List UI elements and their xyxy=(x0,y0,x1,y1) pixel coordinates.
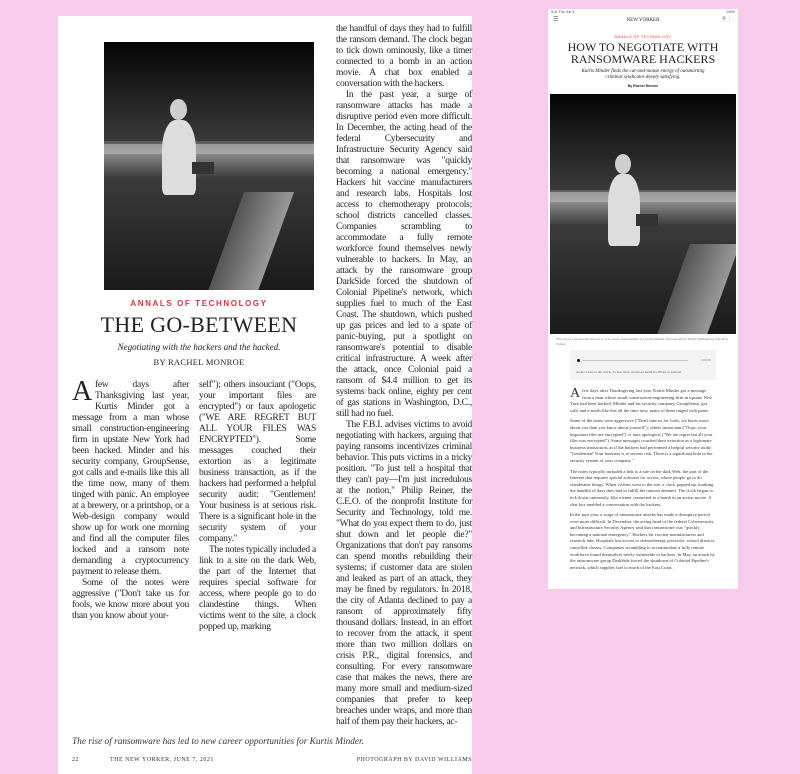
top-nav xyxy=(548,15,738,27)
paragraph: The notes typically included a link to a site on the dark Web, the part of the Internet that requires special software for access, where people go to do clandestine things. When victims went to the site, a clock popped up, marking the handful of days they had to fulfill the ransom demand. The clock began to tick down ominously, like a timer connected to a bomb in an action movie. A chat box enabled a conversation with the hackers. xyxy=(570,468,714,507)
status-time: 9:41 Thu Jun 3 xyxy=(551,10,575,14)
paragraph: few days after Thanksgiving last year, Kurtis Minder got a message from a man whose small construction-engineering firm in upstate New York had been hacked. Minder and his security company, GroupSense, got calls and e-mails like this all the time now, many of them tinged with panic. xyxy=(570,388,713,413)
audio-player[interactable] xyxy=(570,350,716,380)
drop-cap: A xyxy=(570,386,581,401)
column-2 xyxy=(199,380,316,633)
search-icon[interactable]: ⚲ xyxy=(722,17,726,22)
column-1 xyxy=(72,376,189,633)
play-button[interactable] xyxy=(577,359,580,362)
body-columns xyxy=(72,376,326,633)
paragraph: Some of the notes were aggressive ("Don't take us for fools, we know more about you than you know about yourself"); others insouciant ("Oops, your important files are encrypted") or faux apologetic ("We are regret but all your files was encrypted"). Some messages couched their extortion as a legitimate business transaction, as if the hackers had performed a helpful security audit: "Gentlemen! Your business is at serious risk. There is a significant hole in the security system of your company." xyxy=(570,418,713,463)
menu-icon[interactable]: ☰ xyxy=(553,17,559,23)
paragraph: the handful of days they had to fulfill the ransom demand. The clock began to tick down ominously, like a timer connected to a bomb in an action movie. A chat box enabled a conversation with the hackers. xyxy=(336,24,472,89)
paragraph: In the past year, a surge of ransomware attacks has made a disruptive period even more difficult. In December, the acting head of the federal Cybersecurity and Infrastructure Security Agency said that ransomware was "quickly becoming a national emergency." Hackers hit vaccine manufacturers and research labs. Hospitals lost access to chemotherapy protocols; school districts cancelled classes. Companies scrambling to accommodate a fully remote workforce found themselves newly vulnerable to hackers. In May, an attack by the ransomware group DarkSide forced the shutdown of Colonial Pipeline's network, which supplies fuel to much of the East Coast. xyxy=(570,512,715,570)
photo-caption: The rise of ransomware has led to new career opportunities for Kurtis Minder. xyxy=(72,737,364,747)
audio-progress[interactable] xyxy=(582,360,688,361)
article-dek: Kurtis Minder finds the cat-and-mouse energy of outsmarting criminal syndicates deeply satisfying. xyxy=(581,69,705,80)
audio-note: Audio: Listen to this article. To hear more, download Audm for iPhone or Android. xyxy=(576,370,682,374)
article-dek: Negotiating with the hackers and the hacked. xyxy=(117,342,281,352)
drop-cap: A xyxy=(72,376,92,407)
status-battery: 100% xyxy=(726,10,735,14)
page-footer xyxy=(72,756,472,764)
section-kicker: ANNALS OF TECHNOLOGY xyxy=(130,299,268,308)
portrait-photo xyxy=(104,42,314,290)
paragraph: Some of the notes were aggressive ("Don't take us for fools, we know more about you than you know about your- xyxy=(72,578,189,621)
audio-time: 1:00:00 xyxy=(700,358,711,362)
print-magazine-page xyxy=(58,16,472,774)
paragraph: The F.B.I. advises victims to avoid negotiating with hackers, arguing that paying ransoms incentivizes criminal behavior. This puts victims in a tricky position. "To just tell a hospital that they can't pay—I'm just incredulous at the notion," Philip Reiner, the C.E.O. of the nonprofit Institute for Security and Technology, told me. "What do you expect them to do, just shut down and let people die?" Organizations that don't pay ransoms can spend months rebuilding their systems; if customer data are stolen and leaked as part of an attack, they may be fined by regulators. In 2018, the city of Atlanta declined to pay a ransom of approximately fifty thousand dollars. Instead, in an effort to recover from the attack, it spent more than two million dollars on crisis P.R., digital forensics, and consulting. For every ransomware case that makes the news, there are many more small and medium-sized companies that prefer to keep breaches under wraps, and more than half of them pay their hackers, ac- xyxy=(336,420,472,727)
logo[interactable]: NEW YORKER xyxy=(626,18,660,23)
paragraph: In the past year, a surge of ransomware attacks has made a disruptive period even more difficult. In December, the acting head of the federal Cybersecurity and Infrastructure Security Agency said that ransomware was "quickly becoming a national emergency." Hackers hit vaccine manufacturers and research labs. Hospitals lost access to chemotherapy protocols; school districts cancelled classes. Companies scrambling to accommodate a fully remote workforce found themselves newly vulnerable to hackers. In May, an attack by the ransomware group DarkSide forced the shutdown of Colonial Pipeline's network, which supplies fuel to much of the East Coast. The shutdown, which pushed up gas prices and led to a spate of panic-buying, put a spotlight on ransomware's potential to disable critical infrastructure. A week after the attack, once Colonial paid a ransom of $4.4 million to get its systems back online, eighty per cent of gas stations in Washington, D.C., still had no fuel. xyxy=(336,90,472,419)
photo-caption: The rise of ransomware has led to new career opportunities for Kurtis Minder. Photograph by David Williams for The New Yorker xyxy=(556,337,729,346)
byline[interactable]: By Rachel Monroe xyxy=(627,84,659,88)
article-body xyxy=(570,388,716,575)
page-number: 22 xyxy=(72,757,79,763)
paragraph: The notes typically included a link to a site on the dark Web, the part of the Internet that requires special software for access, where people go to do clandestine things. When victims went to the site, a clock popped up, marking xyxy=(199,545,316,632)
column-3 xyxy=(336,24,472,728)
article-title: THE GO-BETWEEN xyxy=(100,312,298,337)
folio: THE NEW YORKER, JUNE 7, 2021 xyxy=(110,757,214,763)
portrait-photo xyxy=(550,94,736,334)
article-title: HOW TO NEGOTIATE WITH RANSOMWARE HACKERS xyxy=(567,40,719,66)
photo-credit: PHOTOGRAPH BY DAVID WILLIAMS xyxy=(356,757,472,763)
more-icon[interactable]: ⋮ xyxy=(727,17,732,22)
byline: BY RACHEL MONROE xyxy=(153,357,245,367)
paragraph: few days after Thanksgiving last year, Kurtis Minder got a message from a man whose small construction-engineering firm in upstate New York had been hacked. Minder and his security company, GroupSense, got calls and e-mails like this all the time now, many of them tinged with panic. An employee at a brewery, or a printshop, or a Web-design company would show up for work one morning and find all the computer files locked and a ransom note demanding a cryptocurrency payment to release them. xyxy=(72,380,189,577)
section-kicker[interactable]: ANNALS OF TECHNOLOGY xyxy=(614,35,672,39)
tablet-article-view xyxy=(548,9,738,589)
paragraph: self"); others insouciant ("Oops, your important files are encrypted") or faux apologetic ("WE ARE REGRET BUT ALL YOUR FILES WAS ENCRYPTED"). Some messages couched their extortion as a legitimate business transaction, as if the hackers had performed a helpful security audit: "Gentlemen! Your business is at serious risk. There is a significant hole in the security system of your company." xyxy=(199,380,316,544)
left-content xyxy=(72,24,326,728)
